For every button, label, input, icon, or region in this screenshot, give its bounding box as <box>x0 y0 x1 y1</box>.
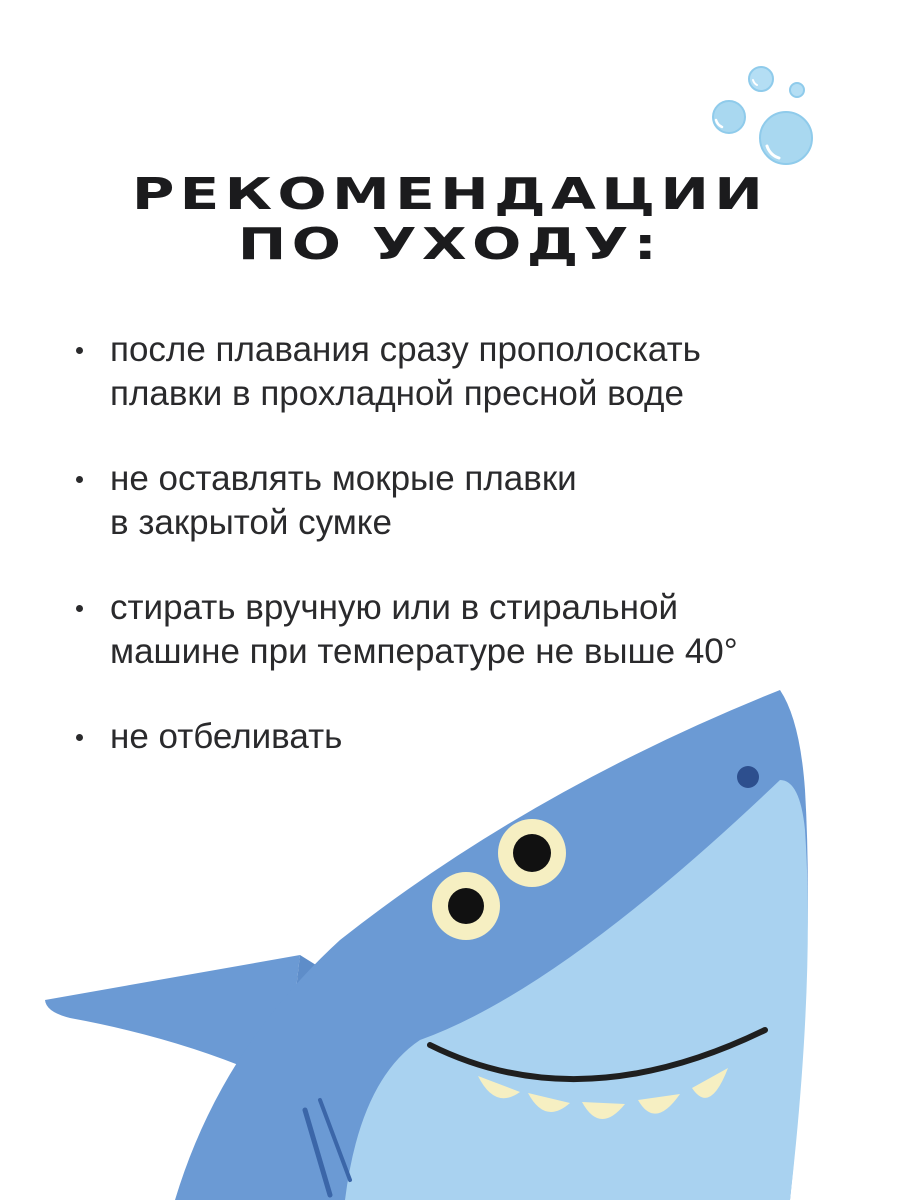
list-item-text: плавки в прохладной пресной воде <box>110 374 684 413</box>
title-line-2: ПО УХОДУ: <box>237 219 663 270</box>
list-item-text: не оставлять мокрые плавки <box>110 459 577 498</box>
bullet-icon <box>76 347 83 354</box>
page-title <box>0 170 900 270</box>
list-item-text: в закрытой сумке <box>110 503 392 542</box>
list-item <box>72 328 872 416</box>
shark-illustration <box>0 660 900 1200</box>
list-item-text: стирать вручную или в стиральной <box>110 588 679 627</box>
list-item <box>72 457 872 545</box>
title-line-1: РЕКОМЕНДАЦИИ <box>131 169 769 220</box>
bullet-icon <box>76 476 83 483</box>
list-item-text: машине при температуре не выше 40° <box>110 632 738 671</box>
list-item-text: после плавания сразу прополоскать <box>110 330 701 369</box>
list-item-text: не отбеливать <box>110 717 343 756</box>
bubbles-icon <box>700 58 830 178</box>
bullet-icon <box>76 605 83 612</box>
